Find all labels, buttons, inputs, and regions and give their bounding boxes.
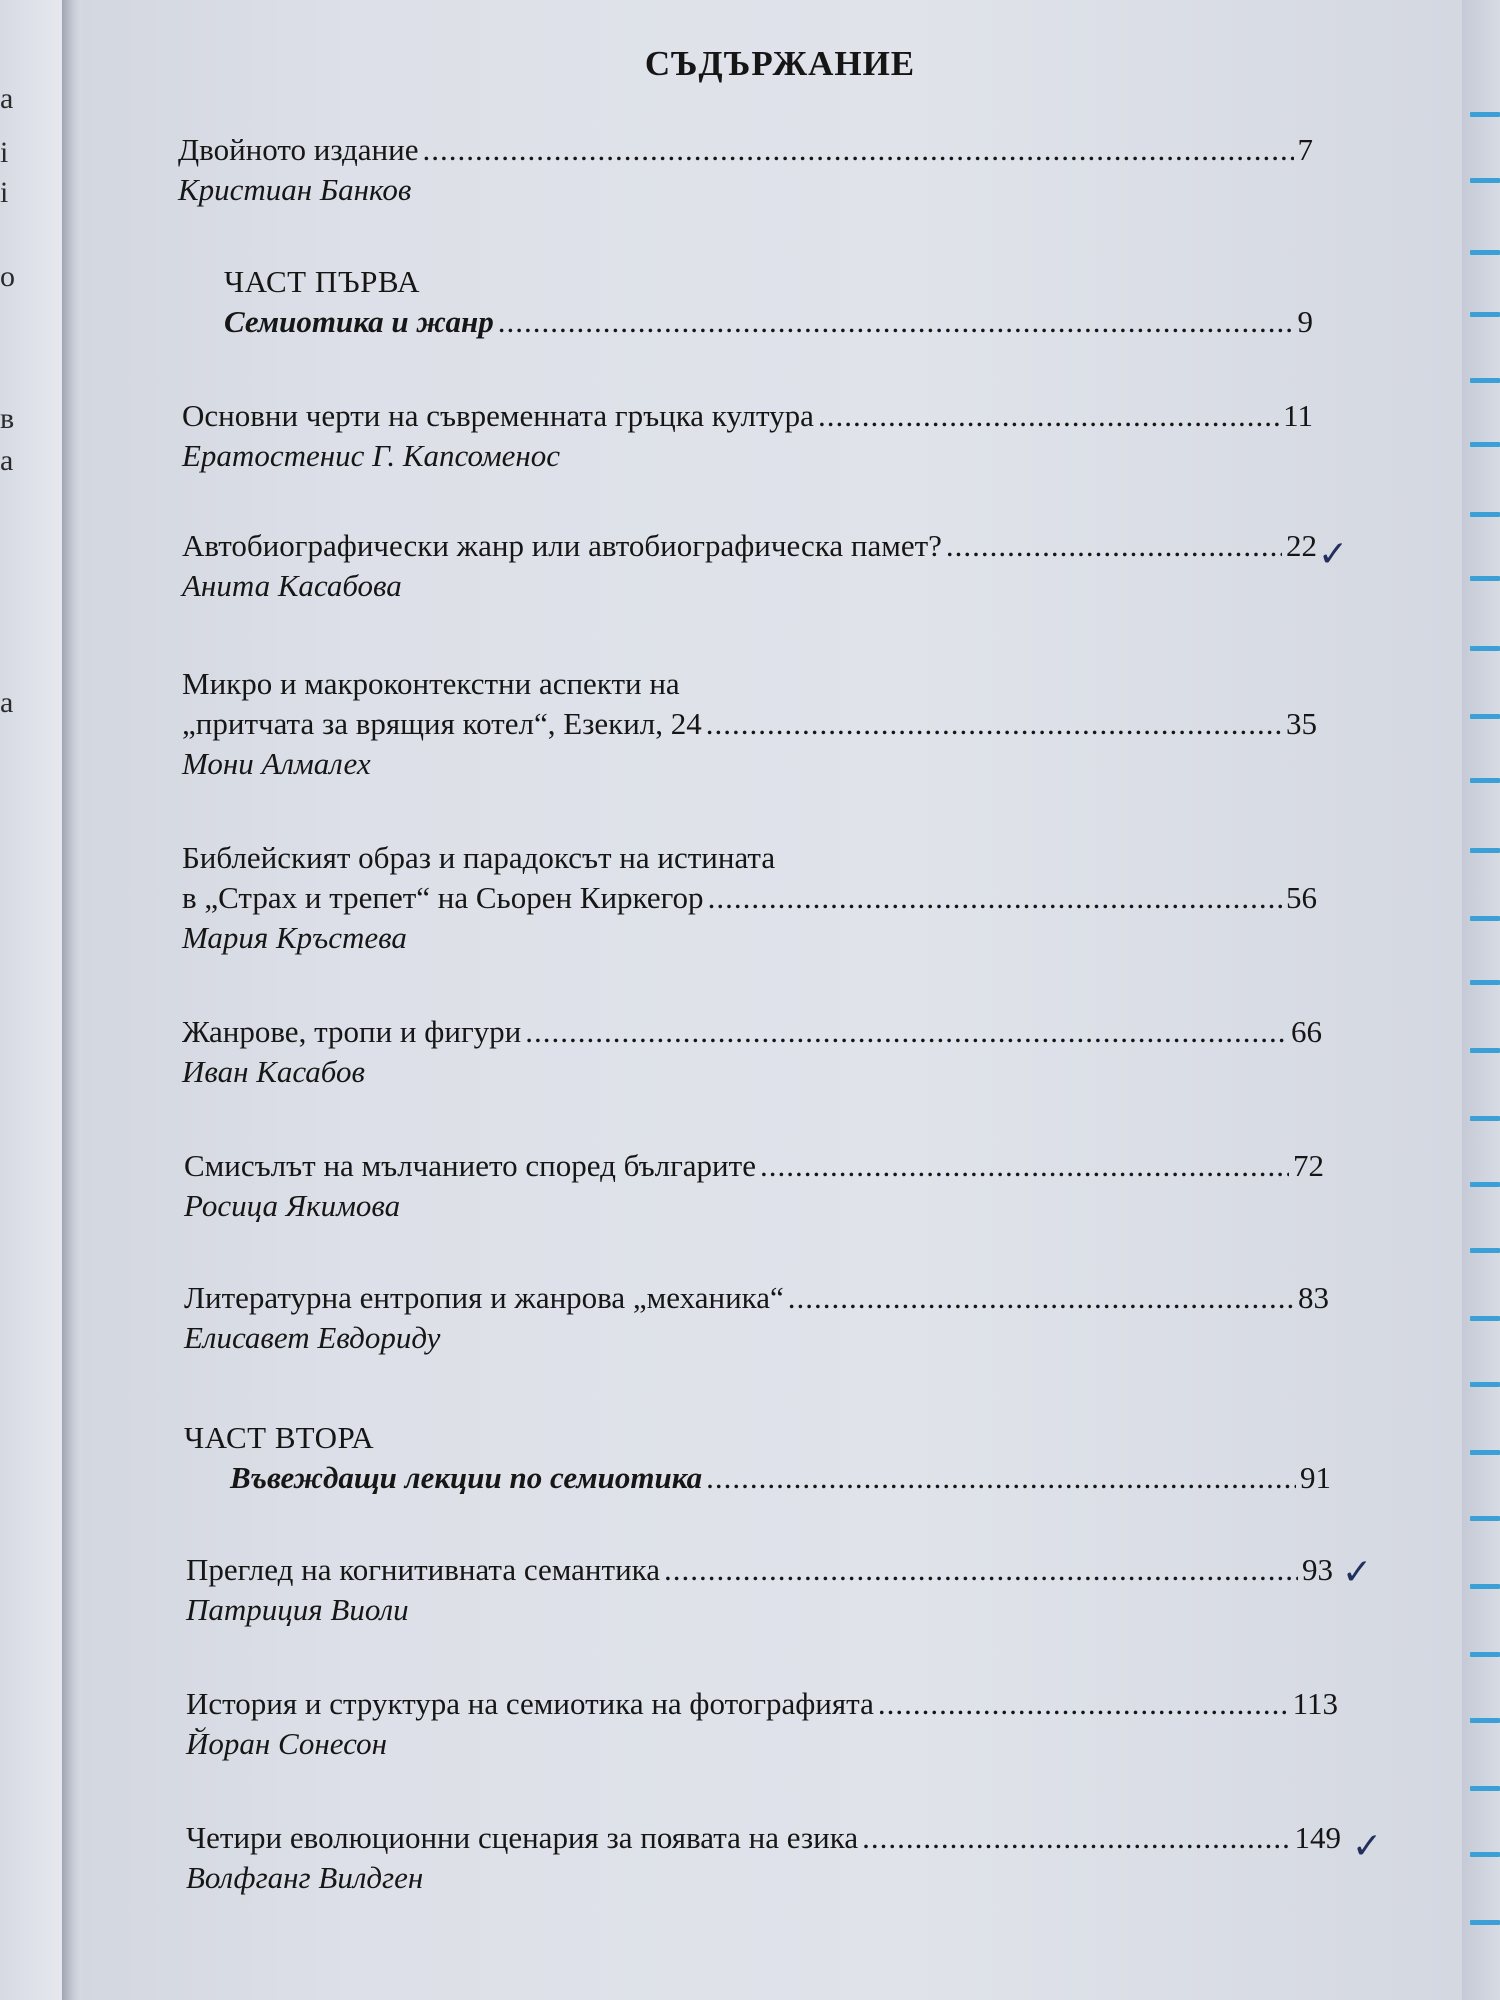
page-title: СЪДЪРЖАНИЕ [644, 44, 916, 83]
toc-author: Патриция Виоли [186, 1592, 409, 1627]
toc-entry-title: Двойното издание [178, 132, 419, 167]
toc-line [182, 1012, 1322, 1052]
toc-entry[interactable] [182, 1012, 1322, 1092]
part-heading: ЧАСТ ПЪРВА [224, 264, 420, 299]
toc-line [186, 1550, 1333, 1590]
toc-author: Елисавет Евдориду [184, 1320, 441, 1355]
part-heading: ЧАСТ ВТОРА [184, 1420, 375, 1455]
page-tab-mark [1470, 980, 1500, 985]
page-tab-mark [1470, 1652, 1500, 1657]
page-tab-mark [1470, 916, 1500, 921]
dot-leader [498, 302, 1294, 342]
toc-entry-title: Автобиографически жанр или автобиографическа памет? [182, 528, 942, 563]
toc-entry[interactable] [182, 526, 1317, 606]
toc-line [182, 396, 1313, 436]
page-tab-mark [1470, 1182, 1500, 1187]
left-page-fragment: i [0, 136, 9, 169]
dot-leader [525, 1012, 1287, 1052]
page-tab-mark [1470, 178, 1500, 183]
page-tab-mark [1470, 1248, 1500, 1253]
toc-line [184, 1278, 1329, 1318]
toc-entry-title: Литературна ентропия и жанрова „механика“ [184, 1280, 784, 1315]
page-tab-mark [1470, 778, 1500, 783]
left-page-fragment: i [0, 176, 9, 209]
toc-page-number: 72 [1293, 1148, 1324, 1183]
toc-line [182, 664, 1317, 704]
page-tab-mark [1470, 378, 1500, 383]
toc-line [184, 1146, 1324, 1186]
left-page-fragment: а [0, 686, 14, 719]
page-tab-mark [1470, 1316, 1500, 1321]
toc-entry[interactable] [184, 1278, 1329, 1358]
part-subtitle: Семиотика и жанр [224, 304, 494, 339]
page-tab-mark [1470, 512, 1500, 517]
toc-page-number: 22 [1286, 528, 1317, 563]
toc-page-number: 91 [1300, 1460, 1331, 1495]
toc-page-number: 83 [1298, 1280, 1329, 1315]
part-subtitle: Въвеждащи лекции по семиотика [230, 1460, 703, 1495]
toc-line [182, 838, 1317, 878]
left-page-fragment: в [0, 402, 15, 435]
toc-entry[interactable] [182, 838, 1317, 958]
toc-line [182, 526, 1317, 566]
toc-page-number: 113 [1292, 1686, 1338, 1721]
toc-page-number: 93 [1302, 1552, 1333, 1587]
toc-author: Росица Якимова [184, 1188, 401, 1223]
toc-entry-title: Смисълът на мълчанието според българите [184, 1148, 756, 1183]
toc-entry[interactable] [184, 1146, 1324, 1226]
toc-entry-title: Жанрове, тропи и фигури [182, 1014, 522, 1049]
toc-author: Йоран Сонесон [186, 1726, 388, 1761]
page-tab-mark [1470, 646, 1500, 651]
toc-entry[interactable] [182, 664, 1317, 784]
page-tab-mark [1470, 1450, 1500, 1455]
left-page-fragment: o [0, 260, 15, 293]
toc-entry[interactable] [186, 1550, 1333, 1630]
toc-page-number: 9 [1297, 304, 1313, 339]
toc-author: Мони Алмалех [182, 746, 371, 781]
toc-entry[interactable] [186, 1818, 1341, 1898]
toc-author: Волфганг Вилдген [186, 1860, 424, 1895]
pen-check-icon: ✓ [1342, 1552, 1373, 1593]
page-tab-mark [1470, 112, 1500, 117]
toc-part-two[interactable] [184, 1418, 1331, 1498]
dot-leader [878, 1684, 1289, 1724]
left-page-fragment: a [0, 82, 14, 115]
toc-author: Мария Кръстева [182, 920, 407, 955]
page-tab-mark [1470, 1584, 1500, 1589]
toc-author: Анита Касабова [182, 568, 402, 603]
toc-page-number: 7 [1297, 132, 1313, 167]
toc-line [178, 130, 1313, 170]
page-tab-mark [1470, 1048, 1500, 1053]
toc-author: Кристиан Банков [178, 172, 412, 207]
dot-leader [760, 1146, 1289, 1186]
dot-leader [664, 1550, 1298, 1590]
page-tab-mark [1470, 1852, 1500, 1857]
dot-leader [706, 704, 1282, 744]
toc-part-one[interactable] [224, 262, 1313, 342]
dot-leader [818, 396, 1279, 436]
toc-page-number: 11 [1283, 398, 1313, 433]
toc-entry-title: Библейският образ и парадоксът на истината [182, 840, 776, 875]
toc-page-number: 35 [1286, 706, 1317, 741]
page-tab-mark [1470, 1382, 1500, 1387]
left-page-edge [0, 0, 63, 2000]
page-tab-mark [1470, 250, 1500, 255]
toc-entry[interactable] [186, 1684, 1338, 1764]
pen-check-icon: ✓ [1318, 534, 1349, 575]
page-tab-mark [1470, 1516, 1500, 1521]
toc-line [186, 1684, 1338, 1724]
part-subtitle-line [230, 1458, 1331, 1498]
page-tab-mark [1470, 312, 1500, 317]
page-tab-mark [1470, 714, 1500, 719]
toc-line [182, 704, 1317, 744]
toc-entry-title: Микро и макроконтекстни аспекти на [182, 666, 680, 701]
page-tab-mark [1470, 1786, 1500, 1791]
toc-page-number: 56 [1286, 880, 1317, 915]
part-subtitle-line [224, 302, 1313, 342]
page-tab-mark [1470, 1920, 1500, 1925]
dot-leader [946, 526, 1282, 566]
left-page-fragment: а [0, 444, 14, 477]
toc-author: Ератостенис Г. Капсоменос [182, 438, 560, 473]
toc-author: Иван Касабов [182, 1054, 365, 1089]
toc-entry-title: в „Страх и трепет“ на Сьорен Киркегор [182, 880, 704, 915]
toc-entry-title: Четири еволюционни сценария за появата на езика [186, 1820, 859, 1855]
dot-leader [708, 878, 1282, 918]
toc-entry-title: Основни черти на съвременната гръцка култура [182, 398, 814, 433]
page-tab-mark [1470, 1718, 1500, 1723]
toc-page-number: 66 [1291, 1014, 1322, 1049]
book-gutter [62, 0, 82, 2000]
page-tab-mark [1470, 848, 1500, 853]
pen-check-icon: ✓ [1352, 1826, 1383, 1867]
toc-entry[interactable] [182, 396, 1313, 476]
toc-line [186, 1818, 1341, 1858]
page-tab-mark [1470, 442, 1500, 447]
toc-entry-title: „притчата за врящия котел“, Езекил, 24 [182, 706, 702, 741]
toc-entry-intro[interactable] [178, 130, 1313, 210]
toc-line [182, 878, 1317, 918]
dot-leader [422, 130, 1293, 170]
toc-entry-title: Преглед на когнитивната семантика [186, 1552, 661, 1587]
right-page-edge [1462, 0, 1500, 2000]
toc-entry-title: История и структура на семиотика на фотографията [186, 1686, 874, 1721]
toc-page-number: 149 [1294, 1820, 1341, 1855]
dot-leader [862, 1818, 1290, 1858]
page-tab-mark [1470, 1116, 1500, 1121]
dot-leader [706, 1458, 1296, 1498]
page-tab-mark [1470, 576, 1500, 581]
dot-leader [788, 1278, 1294, 1318]
